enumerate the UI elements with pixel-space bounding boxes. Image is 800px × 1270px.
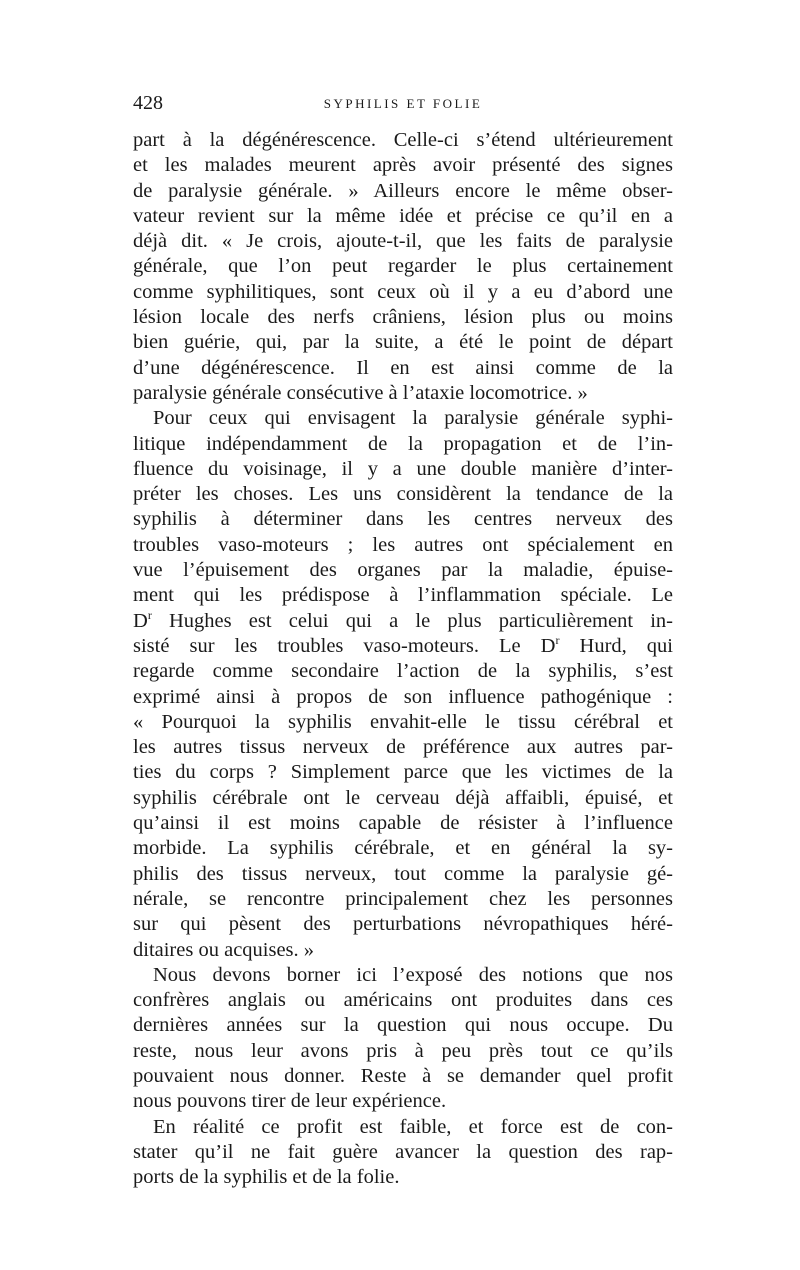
line-text: sisté sur les troubles vaso-moteurs. Le D (133, 634, 556, 657)
text-line (133, 786, 673, 811)
line-text: regarde comme secondaire l’action de la syphilis, s’est (133, 660, 673, 683)
line-text: fluence du voisinage, il y a une double manière d’inter- (133, 457, 673, 480)
text-line (133, 862, 673, 887)
line-text: ports de la syphilis et de la folie. (133, 1166, 400, 1189)
text-line (133, 1115, 673, 1140)
line-text: dernières années sur la question qui nous occupe. Du (133, 1014, 673, 1037)
line-text-continued: Hurd, qui (559, 634, 673, 657)
line-text: qu’ainsi il est moins capable de résister à l’influence (133, 812, 673, 835)
text-line (133, 533, 673, 558)
text-line (133, 887, 673, 912)
text-line (133, 710, 673, 735)
line-text: pouvaient nous donner. Reste à se demander quel profit (133, 1064, 673, 1087)
body-text (133, 128, 673, 1190)
text-line (133, 153, 673, 178)
running-title: SYPHILIS ET FOLIE (323, 96, 483, 111)
text-line (133, 280, 673, 305)
text-line (133, 988, 673, 1013)
line-text: confrères anglais ou américains ont produites dans ces (133, 989, 673, 1012)
page-number: 428 (133, 92, 163, 114)
text-line (133, 811, 673, 836)
text-line (133, 836, 673, 861)
text-line (133, 963, 673, 988)
line-text: nérale, se rencontre principalement chez les personnes (133, 887, 673, 910)
text-line (133, 229, 673, 254)
line-text: générale, que l’on peut regarder le plus certainement (133, 255, 673, 278)
line-text: et les malades meurent après avoir présenté des signes (133, 154, 673, 177)
line-text: syphilis à déterminer dans les centres nerveux des (133, 508, 673, 531)
text-line (133, 912, 673, 937)
text-line (133, 735, 673, 760)
line-text: nous pouvons tirer de leur expérience. (133, 1090, 447, 1113)
text-line (133, 583, 673, 608)
line-text: stater qu’il ne fait guère avancer la question des rap- (133, 1140, 673, 1163)
line-text: En réalité ce profit est faible, et force est de con- (153, 1115, 673, 1138)
line-text: « Pourquoi la syphilis envahit-elle le tissu cérébral et (133, 710, 673, 733)
line-text: D (133, 609, 148, 632)
text-line (133, 938, 673, 963)
line-text: philis des tissus nerveux, tout comme la paralysie gé- (133, 862, 673, 885)
line-text: sur qui pèsent des perturbations névropathiques héré- (133, 913, 673, 936)
text-line (133, 356, 673, 381)
line-text: les autres tissus nerveux de préférence aux autres par- (133, 736, 673, 759)
text-line (133, 406, 673, 431)
text-line (133, 659, 673, 684)
text-line (133, 760, 673, 785)
line-text: exprimé ainsi à propos de son influence pathogénique : (133, 685, 673, 708)
line-text: ties du corps ? Simplement parce que les victimes de la (133, 761, 673, 784)
line-text: Nous devons borner ici l’exposé des notions que nos (153, 963, 673, 986)
line-text: ditaires ou acquises. » (133, 938, 315, 961)
line-text: paralysie générale consécutive à l’ataxie locomotrice. » (133, 381, 588, 404)
text-line (133, 1064, 673, 1089)
text-line (133, 1140, 673, 1165)
text-line (133, 1165, 673, 1190)
line-text: déjà dit. « Je crois, ajoute-t-il, que les faits de paralysie (133, 230, 673, 253)
text-line (133, 482, 673, 507)
text-line (133, 685, 673, 710)
line-text: troubles vaso-moteurs ; les autres ont spécialement en (133, 533, 673, 556)
text-line (133, 254, 673, 279)
line-text: bien guérie, qui, par la suite, a été le point de départ (133, 331, 673, 354)
line-text: vateur revient sur la même idée et précise ce qu’il en a (133, 204, 673, 227)
text-line (133, 507, 673, 532)
line-text: Pour ceux qui envisagent la paralysie générale syphi- (153, 407, 673, 430)
line-text-continued: Hughes est celui qui a le plus particulièrement in- (151, 609, 673, 632)
text-line (133, 634, 673, 659)
text-line (133, 128, 673, 153)
text-line (133, 305, 673, 330)
text-line (133, 432, 673, 457)
line-text: de paralysie générale. » Ailleurs encore le même obser- (133, 179, 673, 202)
text-line (133, 457, 673, 482)
line-text: litique indépendamment de la propagation et de l’in- (133, 432, 673, 455)
line-text: d’une dégénérescence. Il en est ainsi comme de la (133, 356, 673, 379)
page-header (133, 92, 673, 122)
text-line (133, 1039, 673, 1064)
text-line (133, 1013, 673, 1038)
text-line (133, 609, 673, 634)
text-line (133, 330, 673, 355)
text-line (133, 179, 673, 204)
text-line (133, 1089, 673, 1114)
superscript: r (555, 632, 560, 647)
line-text: comme syphilitiques, sont ceux où il y a eu d’abord une (133, 280, 673, 303)
line-text: reste, nous leur avons pris à peu près tout ce qu’ils (133, 1039, 673, 1062)
line-text: préter les choses. Les uns considèrent la tendance de la (133, 483, 673, 506)
text-line (133, 204, 673, 229)
line-text: part à la dégénérescence. Celle-ci s’étend ultérieurement (133, 129, 673, 151)
line-text: lésion locale des nerfs crâniens, lésion plus ou moins (133, 306, 673, 329)
text-line (133, 558, 673, 583)
line-text: morbide. La syphilis cérébrale, et en général la sy- (133, 837, 673, 860)
line-text: ment qui les prédispose à l’inflammation spéciale. Le (133, 584, 673, 607)
superscript: r (147, 607, 152, 622)
line-text: vue l’épuisement des organes par la maladie, épuise- (133, 559, 673, 582)
text-line (133, 381, 673, 406)
line-text: syphilis cérébrale ont le cerveau déjà affaibli, épuisé, et (133, 786, 673, 809)
